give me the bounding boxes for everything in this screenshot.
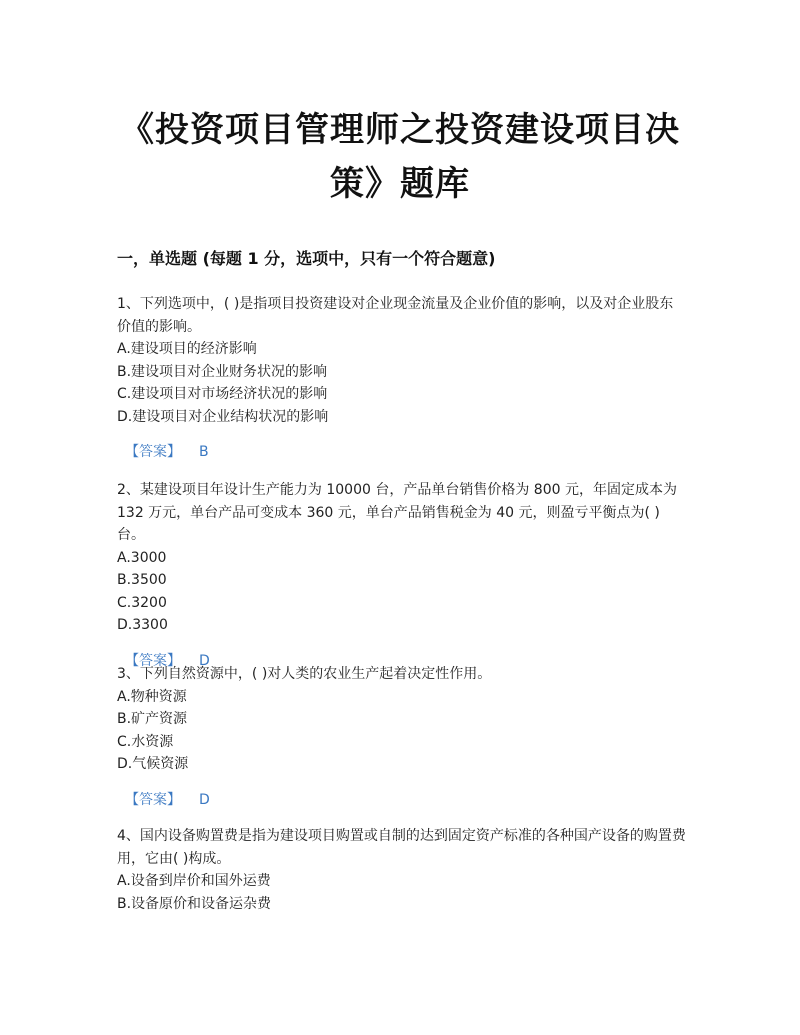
option-a: A.建设项目的经济影响 — [117, 341, 257, 357]
answer-row — [117, 789, 687, 812]
question-text: 2、某建设项目年设计生产能力为 10000 台，产品单台销售价格为 800 元，年固定成本为 132 万元，单台产品可变成本 360 元，单台产品销售税金为 40 元，则盈亏平衡点为( )台。 — [117, 482, 677, 543]
question-2 — [117, 479, 687, 672]
answer-value: B — [199, 444, 209, 460]
option-b: B.3500 — [117, 572, 167, 588]
question-4 — [117, 825, 687, 915]
question-3 — [117, 663, 687, 811]
option-b: B.设备原价和设备运杂费 — [117, 895, 272, 912]
option-c: C.水资源 — [117, 733, 174, 750]
option-a: A.设备到岸价和国外运费 — [117, 873, 271, 889]
option-c: C.建设项目对市场经济状况的影响 — [117, 386, 328, 402]
answer-label: 【答案】 — [125, 444, 181, 460]
answer-label: 【答案】 — [125, 652, 181, 669]
option-d: D.3300 — [117, 617, 168, 633]
option-b: B.建设项目对企业财务状况的影响 — [117, 363, 328, 380]
option-d: D.建设项目对企业结构状况的影响 — [117, 408, 329, 425]
section-heading: 一，单选题 (每题 1 分，选项中，只有一个符合题意) — [117, 249, 496, 268]
question-text: 4、国内设备购置费是指为建设项目购置或自制的达到固定资产标准的各种国产设备的购置费用，它由( )构成。 — [117, 828, 686, 867]
option-d: D.气候资源 — [117, 756, 189, 772]
answer-value: D — [199, 652, 210, 669]
option-c: C.3200 — [117, 594, 167, 611]
option-b: B.矿产资源 — [117, 711, 188, 727]
question-1 — [117, 293, 687, 464]
answer-row — [117, 441, 687, 464]
question-text: 1、下列选项中，( )是指项目投资建设对企业现金流量及企业价值的影响，以及对企业股东价值的影响。 — [117, 296, 674, 335]
page-title: 《投资项目管理师之投资建设项目决策》题库 — [120, 110, 680, 204]
option-a: A.3000 — [117, 549, 167, 566]
option-a: A.物种资源 — [117, 688, 187, 705]
question-text: 3、下列自然资源中，( )对人类的农业生产起着决定性作用。 — [117, 666, 492, 682]
answer-value: D — [199, 791, 210, 808]
answer-label: 【答案】 — [125, 791, 181, 808]
